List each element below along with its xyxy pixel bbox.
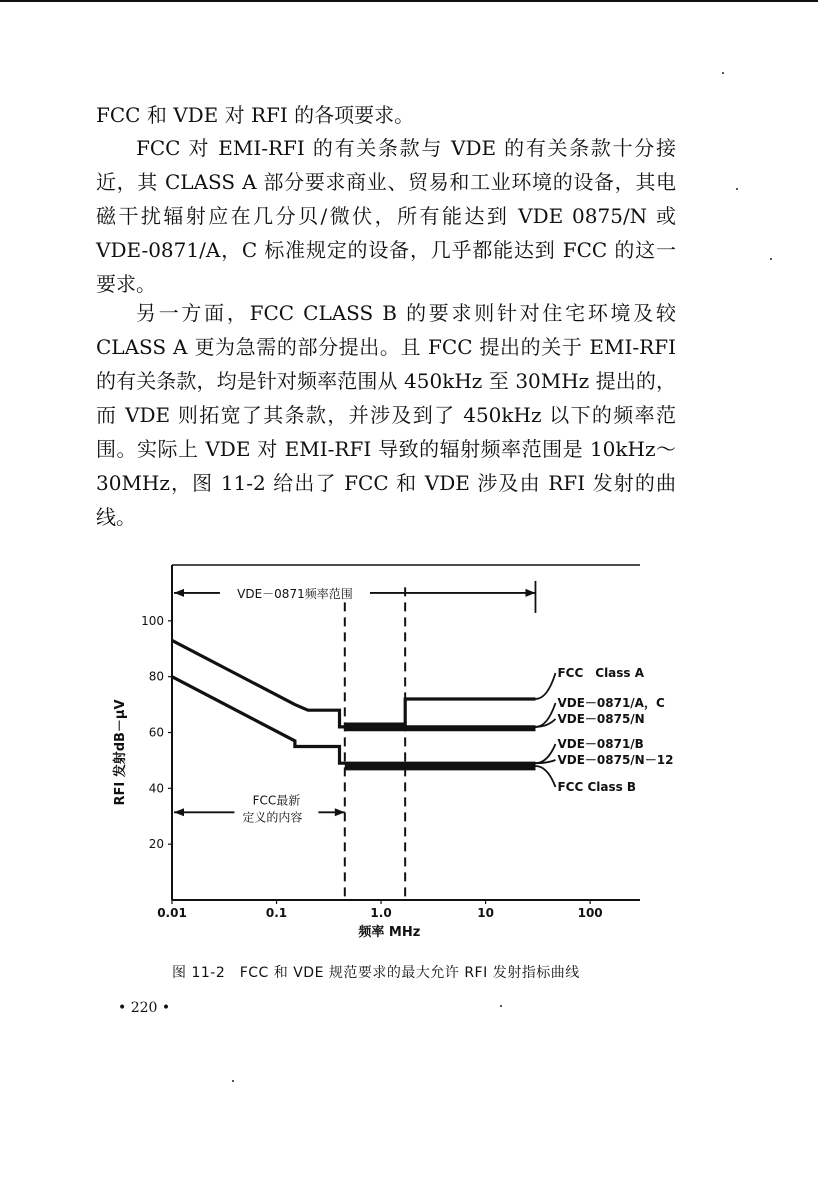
legend-leader-line bbox=[535, 703, 555, 727]
series-line-3 bbox=[172, 677, 536, 764]
legend-label: VDE－0871/A，C bbox=[557, 696, 665, 710]
rfi-emission-chart bbox=[100, 550, 674, 950]
scan-speck bbox=[232, 1080, 234, 1082]
scan-speck bbox=[736, 188, 738, 190]
y-tick-label: 80 bbox=[148, 669, 164, 684]
paragraph-1: FCC 对 EMI-RFI 的有关条款与 VDE 的有关条款十分接近，其 CLASS A 部分要求商业、贸易和工业环境的设备，其电磁干扰辐射应在几分贝/微伏，所有能达到 VDE 0875/N 或 VDE-0871/A，C 标准规定的设备，几乎都能达到 FCC 的这一要求。 bbox=[96, 136, 676, 296]
legend-label: VDE－0875/N－12 bbox=[557, 753, 674, 767]
paragraph-2: 另一方面，FCC CLASS B 的要求则针对住宅环境及较 CLASS A 更为急需的部分提出。且 FCC 提出的关于 EMI-RFI 的有关条款，均是针对频率范围从 450kHz 至 30MHz 提出的，而 VDE 则拓宽了其条款，并涉及到了 450kHz 以下的频率范围。实际上 VDE 对 EMI-RFI 导致的辐射频率范围是 10kHz～30MHz，图 11-2 给出了 FCC 和 VDE 涉及由 RFI 发射的曲线。 bbox=[96, 301, 676, 529]
fcc-range-label-line2: 定义的内容 bbox=[242, 810, 303, 825]
fcc-range-arrowhead-left bbox=[174, 808, 184, 816]
fcc-range-label-line1: FCC最新 bbox=[252, 793, 301, 808]
scan-speck bbox=[770, 258, 772, 260]
scan-speck bbox=[500, 1005, 502, 1007]
series-line-0 bbox=[172, 640, 536, 727]
legend-leader-line bbox=[535, 673, 555, 699]
vde-range-label: VDE－0871频率范围 bbox=[237, 586, 353, 601]
x-tick-label: 10 bbox=[477, 906, 494, 920]
x-tick-label: 100 bbox=[577, 906, 603, 920]
legend-label: VDE－0875/N bbox=[557, 712, 645, 726]
y-tick-label: 60 bbox=[148, 725, 164, 740]
legend-leader-line bbox=[535, 760, 555, 763]
fcc-range-arrowhead-right bbox=[335, 808, 345, 816]
series-line-1 bbox=[345, 699, 536, 724]
page-number: • 220 • bbox=[118, 1000, 171, 1016]
legend-leader-line bbox=[535, 766, 555, 787]
figure-caption: 图 11-2 FCC 和 VDE 规范要求的最大允许 RFI 发射指标曲线 bbox=[172, 965, 580, 981]
legend-label: FCC Class B bbox=[557, 780, 637, 794]
x-tick-label: 1.0 bbox=[370, 906, 392, 920]
scan-speck bbox=[722, 72, 724, 74]
paragraph-0: FCC 和 VDE 对 RFI 的各项要求。 bbox=[96, 103, 415, 127]
legend-label: VDE－0871/B bbox=[557, 737, 644, 751]
vde-range-arrowhead-left bbox=[174, 589, 184, 597]
y-tick-label: 100 bbox=[141, 613, 164, 628]
vde-range-arrowhead-right bbox=[525, 589, 535, 597]
legend-label: FCC Class A bbox=[557, 666, 645, 680]
y-tick-label: 20 bbox=[148, 837, 164, 852]
y-axis-label: RFI 发射dB－μV bbox=[113, 699, 128, 806]
y-tick-label: 40 bbox=[148, 781, 164, 796]
x-tick-label: 0.01 bbox=[157, 906, 187, 920]
page-top-rule bbox=[0, 0, 818, 2]
x-tick-label: 0.1 bbox=[265, 906, 288, 920]
x-axis-label: 频率 MHz bbox=[358, 925, 421, 940]
